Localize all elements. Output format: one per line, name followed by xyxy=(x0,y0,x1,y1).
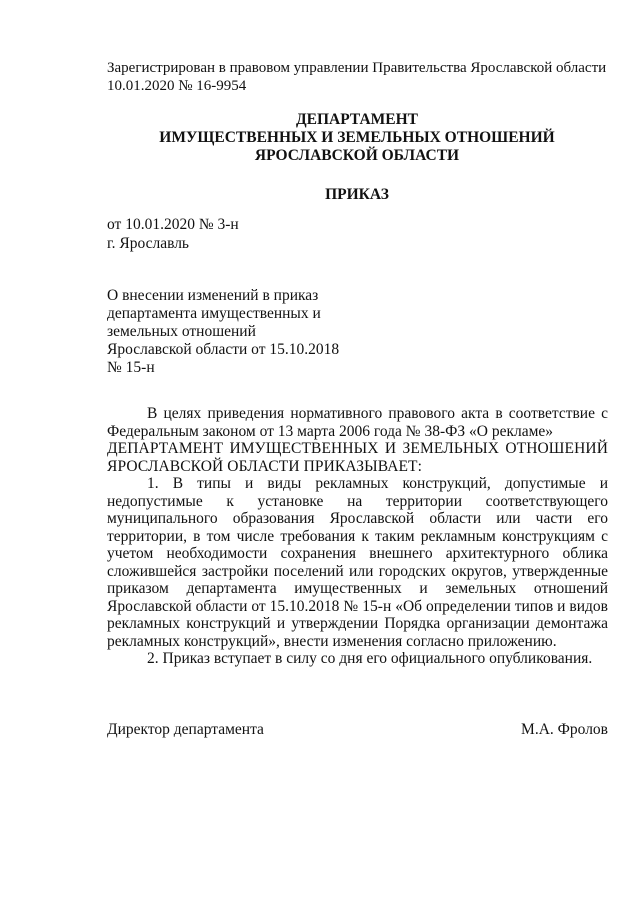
header-line-1: ДЕПАРТАМЕНТ xyxy=(295,111,419,128)
order-title: ПРИКАЗ xyxy=(325,186,389,203)
body-decree: ДЕПАРТАМЕНТ ИМУЩЕСТВЕННЫХ И ЗЕМЕЛЬНЫХ ОТНОШЕНИЙ ЯРОСЛАВСКОЙ ОБЛАСТИ ПРИКАЗЫВАЕТ: xyxy=(107,440,608,475)
header-line-2: ИМУЩЕСТВЕННЫХ И ЗЕМЕЛЬНЫХ ОТНОШЕНИЙ xyxy=(159,129,555,146)
subject-line-1: О внесении изменений в приказ xyxy=(107,287,319,304)
signature-position: Директор департамента xyxy=(107,721,264,738)
body-intro: В целях приведения нормативного правового акта в соответствие с Федеральным законом от 13 марта 2006 года № 38-ФЗ «О рекламе» xyxy=(107,405,608,440)
signature-name: М.А. Фролов xyxy=(521,721,608,738)
registration-line-2: 10.01.2020 № 16-9954 xyxy=(107,77,247,94)
order-subject xyxy=(107,287,367,377)
registration-stamp xyxy=(107,60,607,95)
subject-line-5: № 15-н xyxy=(107,359,155,376)
header-line-3: ЯРОСЛАВСКОЙ ОБЛАСТИ xyxy=(254,147,460,164)
order-meta xyxy=(107,216,407,253)
department-header xyxy=(107,111,607,165)
order-city: г. Ярославль xyxy=(107,234,189,252)
subject-line-4: Ярославской области от 15.10.2018 xyxy=(107,341,340,358)
registration-line-1: Зарегистрирован в правовом управлении Правительства Ярославской области xyxy=(107,60,607,76)
order-body xyxy=(107,405,608,668)
body-item-1: 1. В типы и виды рекламных конструкций, допустимые и недопустимые к установке на территории соответствующего муниципального образования Ярославской области или части его территории, в том числе требования к таким рекламным конструкциям с учетом необходимости сохранения внешнего архитектурного облика сложившейся застройки поселений или городских округов, утвержденные приказом департамента имущественных и земельных отношений Ярославской области от 15.10.2018 № 15-н «Об определении типов и видов рекламных конструкций и утверждении Порядка организации демонтажа рекламных конструкций», внести изменения согласно приложению. xyxy=(107,475,608,650)
subject-line-3: земельных отношений xyxy=(107,323,256,340)
body-item-2: 2. Приказ вступает в силу со дня его официального опубликования. xyxy=(147,650,593,667)
subject-line-2: департамента имущественных и xyxy=(107,305,321,322)
order-date-number: от 10.01.2020 № 3-н xyxy=(107,216,239,233)
signature-block xyxy=(107,720,608,739)
